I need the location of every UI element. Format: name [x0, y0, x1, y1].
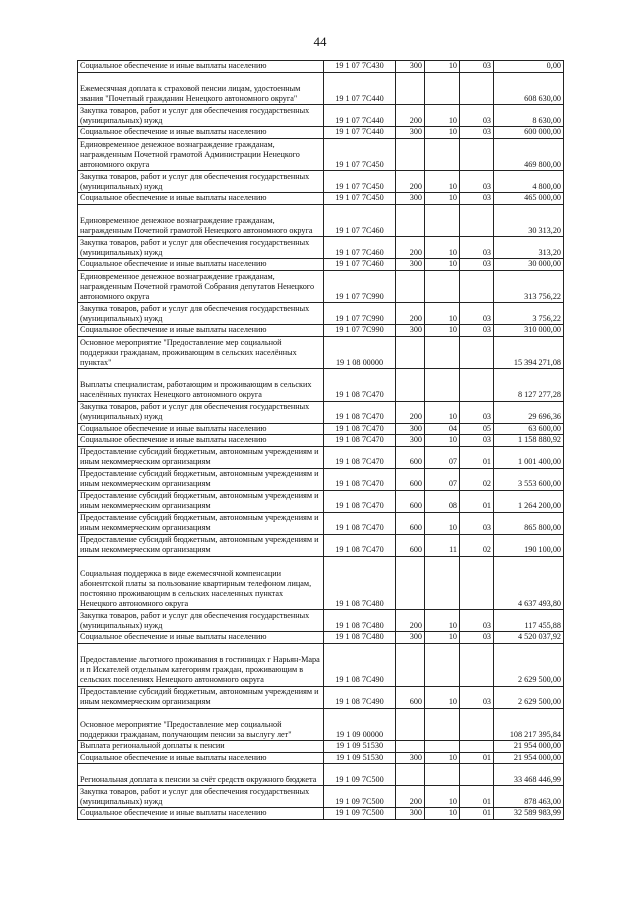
section-code — [425, 336, 460, 369]
expense-type-code: 600 — [396, 686, 425, 708]
target-article-code: 19 1 08 7С470 — [324, 401, 396, 423]
budget-item-name: Ежемесячная доплата к страховой пенсии лицам, удостоенным звания "Почетный гражданин Ненецкого автономного округа" — [78, 72, 324, 105]
subsection-code: 05 — [460, 423, 494, 435]
budget-item-name: Единовременное денежное вознаграждение гражданам, награжденным Почетной грамотой Собрания депутатов Ненецкого автономного округа — [78, 270, 324, 303]
expense-type-code — [396, 72, 425, 105]
subsection-code: 03 — [460, 127, 494, 139]
expense-type-code: 300 — [396, 752, 425, 764]
target-article-code: 19 1 07 7С430 — [324, 61, 396, 73]
target-article-code: 19 1 08 7С470 — [324, 369, 396, 402]
target-article-code: 19 1 08 7С470 — [324, 512, 396, 534]
amount: 21 954 000,00 — [494, 752, 564, 764]
expense-type-code: 300 — [396, 808, 425, 820]
budget-item-name: Социальное обеспечение и иные выплаты населению — [78, 259, 324, 271]
target-article-code: 19 1 08 7С480 — [324, 556, 396, 610]
amount: 15 394 271,08 — [494, 336, 564, 369]
budget-item-name: Закупка товаров, работ и услуг для обеспечения государственных (муниципальных) нужд — [78, 401, 324, 423]
expense-type-code: 200 — [396, 237, 425, 259]
amount: 108 217 395,84 — [494, 708, 564, 741]
target-article-code: 19 1 07 7С450 — [324, 138, 396, 171]
subsection-code: 02 — [460, 534, 494, 556]
section-code: 10 — [425, 786, 460, 808]
target-article-code: 19 1 07 7С440 — [324, 105, 396, 127]
expense-type-code: 200 — [396, 401, 425, 423]
table-row — [78, 325, 564, 337]
expense-type-code — [396, 336, 425, 369]
expense-type-code: 300 — [396, 325, 425, 337]
expense-type-code: 200 — [396, 171, 425, 193]
target-article-code: 19 1 07 7С450 — [324, 171, 396, 193]
budget-item-name: Закупка товаров, работ и услуг для обеспечения государственных (муниципальных) нужд — [78, 105, 324, 127]
subsection-code: 03 — [460, 171, 494, 193]
target-article-code: 19 1 09 51530 — [324, 752, 396, 764]
subsection-code: 03 — [460, 632, 494, 644]
table-row — [78, 105, 564, 127]
target-article-code: 19 1 07 7С460 — [324, 259, 396, 271]
expense-type-code: 200 — [396, 786, 425, 808]
budget-item-name: Социальное обеспечение и иные выплаты населению — [78, 325, 324, 337]
subsection-code — [460, 741, 494, 753]
amount: 878 463,00 — [494, 786, 564, 808]
table-row — [78, 171, 564, 193]
subsection-code: 03 — [460, 325, 494, 337]
table-row — [78, 643, 564, 686]
budget-item-name: Предоставление субсидий бюджетным, автономным учреждениям и иным некоммерческим организациям — [78, 512, 324, 534]
amount: 0,00 — [494, 61, 564, 73]
subsection-code: 03 — [460, 259, 494, 271]
subsection-code: 01 — [460, 808, 494, 820]
expense-type-code — [396, 270, 425, 303]
amount: 865 800,00 — [494, 512, 564, 534]
amount: 30 000,00 — [494, 259, 564, 271]
target-article-code: 19 1 07 7С460 — [324, 204, 396, 237]
budget-item-name: Выплаты специалистам, работающим и проживающим в сельских населённых пунктах Ненецкого автономного округа — [78, 369, 324, 402]
section-code — [425, 72, 460, 105]
table-row — [78, 138, 564, 171]
section-code — [425, 204, 460, 237]
table-row — [78, 764, 564, 786]
subsection-code: 03 — [460, 686, 494, 708]
subsection-code: 03 — [460, 435, 494, 447]
section-code: 10 — [425, 171, 460, 193]
subsection-code: 01 — [460, 786, 494, 808]
expense-type-code: 300 — [396, 632, 425, 644]
amount: 8 630,00 — [494, 105, 564, 127]
budget-item-name: Выплата региональной доплаты к пенсии — [78, 741, 324, 753]
table-row — [78, 336, 564, 369]
section-code: 07 — [425, 468, 460, 490]
budget-item-name: Основное мероприятие "Предоставление мер социальной поддержки гражданам, получающим пенсии за выслугу лет" — [78, 708, 324, 741]
budget-item-name: Предоставление субсидий бюджетным, автономным учреждениям и иным некоммерческим организациям — [78, 534, 324, 556]
budget-item-name: Предоставление субсидий бюджетным, автономным учреждениям и иным некоммерческим организациям — [78, 686, 324, 708]
target-article-code: 19 1 08 7С470 — [324, 435, 396, 447]
table-row — [78, 127, 564, 139]
section-code: 10 — [425, 401, 460, 423]
target-article-code: 19 1 08 7С470 — [324, 490, 396, 512]
target-article-code: 19 1 08 7С470 — [324, 423, 396, 435]
table-row — [78, 423, 564, 435]
expense-type-code: 300 — [396, 61, 425, 73]
target-article-code: 19 1 07 7С440 — [324, 72, 396, 105]
table-row — [78, 468, 564, 490]
table-row — [78, 808, 564, 820]
table-row — [78, 741, 564, 753]
subsection-code — [460, 643, 494, 686]
target-article-code: 19 1 07 7С990 — [324, 325, 396, 337]
table-row — [78, 435, 564, 447]
expense-type-code — [396, 764, 425, 786]
section-code: 04 — [425, 423, 460, 435]
target-article-code: 19 1 07 7С990 — [324, 270, 396, 303]
target-article-code: 19 1 07 7С450 — [324, 193, 396, 205]
subsection-code — [460, 556, 494, 610]
subsection-code — [460, 764, 494, 786]
budget-item-name: Социальное обеспечение и иные выплаты населению — [78, 127, 324, 139]
section-code: 10 — [425, 632, 460, 644]
amount: 1 158 880,92 — [494, 435, 564, 447]
section-code: 07 — [425, 446, 460, 468]
table-row — [78, 61, 564, 73]
subsection-code: 01 — [460, 752, 494, 764]
subsection-code: 01 — [460, 446, 494, 468]
amount: 313,20 — [494, 237, 564, 259]
budget-item-name: Закупка товаров, работ и услуг для обеспечения государственных (муниципальных) нужд — [78, 610, 324, 632]
table-row — [78, 556, 564, 610]
amount: 4 637 493,80 — [494, 556, 564, 610]
target-article-code: 19 1 07 7С460 — [324, 237, 396, 259]
budget-item-name: Единовременное денежное вознаграждение гражданам, награжденным Почетной грамотой Ненецкого автономного округа — [78, 204, 324, 237]
budget-item-name: Предоставление субсидий бюджетным, автономным учреждениям и иным некоммерческим организациям — [78, 446, 324, 468]
table-row — [78, 752, 564, 764]
section-code — [425, 708, 460, 741]
section-code: 08 — [425, 490, 460, 512]
table-row — [78, 369, 564, 402]
page-number: 44 — [313, 34, 327, 49]
target-article-code: 19 1 08 7С470 — [324, 446, 396, 468]
expense-type-code — [396, 556, 425, 610]
target-article-code: 19 1 08 7С490 — [324, 686, 396, 708]
section-code: 10 — [425, 435, 460, 447]
budget-item-name: Закупка товаров, работ и услуг для обеспечения государственных (муниципальных) нужд — [78, 303, 324, 325]
amount: 2 629 500,00 — [494, 686, 564, 708]
expense-type-code — [396, 708, 425, 741]
expense-type-code — [396, 204, 425, 237]
budget-item-name: Социальное обеспечение и иные выплаты населению — [78, 193, 324, 205]
target-article-code: 19 1 09 7С500 — [324, 786, 396, 808]
expense-type-code — [396, 138, 425, 171]
target-article-code: 19 1 08 7С470 — [324, 468, 396, 490]
target-article-code: 19 1 07 7С990 — [324, 303, 396, 325]
budget-item-name: Социальное обеспечение и иные выплаты населению — [78, 423, 324, 435]
table-row — [78, 686, 564, 708]
amount: 3 756,22 — [494, 303, 564, 325]
amount: 1 001 400,00 — [494, 446, 564, 468]
expense-type-code: 300 — [396, 435, 425, 447]
table-row — [78, 632, 564, 644]
subsection-code — [460, 72, 494, 105]
expense-type-code — [396, 369, 425, 402]
table-row — [78, 534, 564, 556]
target-article-code: 19 1 08 7С480 — [324, 610, 396, 632]
section-code: 10 — [425, 61, 460, 73]
table-row — [78, 401, 564, 423]
budget-item-name: Региональная доплата к пенсии за счёт средств окружного бюджета — [78, 764, 324, 786]
amount: 4 520 037,92 — [494, 632, 564, 644]
budget-item-name: Социальное обеспечение и иные выплаты населению — [78, 632, 324, 644]
budget-item-name: Единовременное денежное вознаграждение гражданам, награжденным Почетной грамотой Администрации Ненецкого автономного округа — [78, 138, 324, 171]
section-code: 10 — [425, 808, 460, 820]
expense-type-code: 200 — [396, 303, 425, 325]
expense-type-code: 300 — [396, 423, 425, 435]
section-code: 10 — [425, 127, 460, 139]
budget-item-name: Социальное обеспечение и иные выплаты населению — [78, 435, 324, 447]
amount: 21 954 000,00 — [494, 741, 564, 753]
section-code: 10 — [425, 686, 460, 708]
budget-item-name: Предоставление субсидий бюджетным, автономным учреждениям и иным некоммерческим организациям — [78, 490, 324, 512]
amount: 469 800,00 — [494, 138, 564, 171]
subsection-code: 03 — [460, 61, 494, 73]
table-row — [78, 193, 564, 205]
amount: 4 800,00 — [494, 171, 564, 193]
subsection-code: 03 — [460, 610, 494, 632]
table-row — [78, 303, 564, 325]
subsection-code — [460, 138, 494, 171]
section-code: 10 — [425, 303, 460, 325]
section-code — [425, 270, 460, 303]
section-code — [425, 138, 460, 171]
expense-type-code — [396, 741, 425, 753]
section-code — [425, 369, 460, 402]
target-article-code: 19 1 08 7С490 — [324, 643, 396, 686]
amount: 190 100,00 — [494, 534, 564, 556]
expense-type-code: 600 — [396, 490, 425, 512]
subsection-code — [460, 204, 494, 237]
table-row — [78, 490, 564, 512]
budget-item-name: Закупка товаров, работ и услуг для обеспечения государственных (муниципальных) нужд — [78, 171, 324, 193]
table-row — [78, 237, 564, 259]
expense-type-code: 300 — [396, 193, 425, 205]
expense-type-code — [396, 643, 425, 686]
table-row — [78, 446, 564, 468]
amount: 608 630,00 — [494, 72, 564, 105]
section-code: 10 — [425, 512, 460, 534]
table-row — [78, 512, 564, 534]
expense-type-code: 600 — [396, 446, 425, 468]
subsection-code: 02 — [460, 468, 494, 490]
section-code: 10 — [425, 237, 460, 259]
budget-item-name: Основное мероприятие "Предоставление мер социальной поддержки гражданам, проживающим в сельских населённых пунктах" — [78, 336, 324, 369]
amount: 313 756,22 — [494, 270, 564, 303]
section-code: 10 — [425, 193, 460, 205]
target-article-code: 19 1 08 00000 — [324, 336, 396, 369]
amount: 310 000,00 — [494, 325, 564, 337]
amount: 1 264 200,00 — [494, 490, 564, 512]
amount: 33 468 446,99 — [494, 764, 564, 786]
expense-type-code: 600 — [396, 468, 425, 490]
section-code: 10 — [425, 325, 460, 337]
budget-item-name: Предоставление льготного проживания в гостиницах г Нарьян-Мара и п Искателей отдельным категориям граждан, проживающим в сельских поселениях Ненецкого автономного округа — [78, 643, 324, 686]
target-article-code: 19 1 09 7С500 — [324, 764, 396, 786]
target-article-code: 19 1 08 7С470 — [324, 534, 396, 556]
subsection-code: 01 — [460, 490, 494, 512]
amount: 3 553 600,00 — [494, 468, 564, 490]
section-code — [425, 764, 460, 786]
subsection-code — [460, 336, 494, 369]
subsection-code: 03 — [460, 105, 494, 127]
subsection-code — [460, 270, 494, 303]
section-code: 10 — [425, 752, 460, 764]
amount: 32 589 983,99 — [494, 808, 564, 820]
expense-type-code: 600 — [396, 534, 425, 556]
target-article-code: 19 1 07 7С440 — [324, 127, 396, 139]
table-row — [78, 204, 564, 237]
section-code: 10 — [425, 259, 460, 271]
budget-table — [77, 60, 564, 820]
subsection-code — [460, 708, 494, 741]
amount: 117 455,88 — [494, 610, 564, 632]
section-code — [425, 741, 460, 753]
expense-type-code: 300 — [396, 259, 425, 271]
section-code — [425, 556, 460, 610]
table-row — [78, 259, 564, 271]
amount: 29 696,36 — [494, 401, 564, 423]
expense-type-code: 600 — [396, 512, 425, 534]
budget-item-name: Предоставление субсидий бюджетным, автономным учреждениям и иным некоммерческим организациям — [78, 468, 324, 490]
amount: 600 000,00 — [494, 127, 564, 139]
subsection-code: 03 — [460, 401, 494, 423]
subsection-code — [460, 369, 494, 402]
expense-type-code: 200 — [396, 610, 425, 632]
section-code: 10 — [425, 105, 460, 127]
table-row — [78, 610, 564, 632]
target-article-code: 19 1 09 7С500 — [324, 808, 396, 820]
amount: 30 313,20 — [494, 204, 564, 237]
budget-item-name: Закупка товаров, работ и услуг для обеспечения государственных (муниципальных) нужд — [78, 786, 324, 808]
amount: 8 127 277,28 — [494, 369, 564, 402]
table-row — [78, 786, 564, 808]
amount: 63 600,00 — [494, 423, 564, 435]
subsection-code: 03 — [460, 303, 494, 325]
target-article-code: 19 1 08 7С480 — [324, 632, 396, 644]
target-article-code: 19 1 09 51530 — [324, 741, 396, 753]
budget-item-name: Закупка товаров, работ и услуг для обеспечения государственных (муниципальных) нужд — [78, 237, 324, 259]
section-code: 11 — [425, 534, 460, 556]
budget-table-body — [78, 61, 564, 820]
subsection-code: 03 — [460, 512, 494, 534]
budget-item-name: Социальное обеспечение и иные выплаты населению — [78, 808, 324, 820]
table-row — [78, 72, 564, 105]
budget-item-name: Социальное обеспечение и иные выплаты населению — [78, 61, 324, 73]
section-code: 10 — [425, 610, 460, 632]
amount: 465 000,00 — [494, 193, 564, 205]
section-code — [425, 643, 460, 686]
target-article-code: 19 1 09 00000 — [324, 708, 396, 741]
table-row — [78, 708, 564, 741]
expense-type-code: 200 — [396, 105, 425, 127]
budget-item-name: Социальная поддержка в виде ежемесячной компенсации абонентской платы за пользование квартирным телефоном лицам, постоянно проживающим в сельских населенных пунктах Ненецкого автономного округа — [78, 556, 324, 610]
expense-type-code: 300 — [396, 127, 425, 139]
subsection-code: 03 — [460, 237, 494, 259]
amount: 2 629 500,00 — [494, 643, 564, 686]
budget-item-name: Социальное обеспечение и иные выплаты населению — [78, 752, 324, 764]
subsection-code: 03 — [460, 193, 494, 205]
table-row — [78, 270, 564, 303]
